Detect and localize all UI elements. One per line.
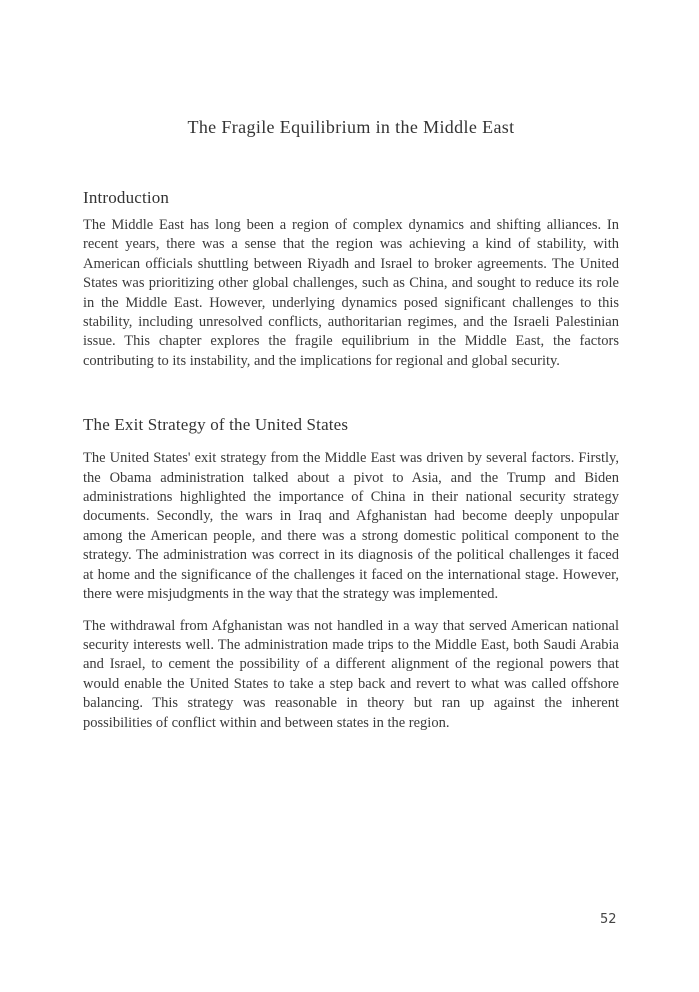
paragraph-exit-strategy-2: The withdrawal from Afghanistan was not handled in a way that served American national security interests well. The administration made trips to the Middle East, both Saudi Arabia and Israel, to cement the possibility of a different alignment of the regional powers that would enable the United States to take a step back and revert to what was called offshore balancing. This strategy was reasonable in theory but ran up against the inherent possibilities of conflict within and between states in the region. [83,617,619,731]
section-heading-exit-strategy: The Exit Strategy of the United States [83,415,349,435]
paragraph-exit-strategy-1: The United States' exit strategy from the Middle East was driven by several factors. Firstly, the Obama administration talked about a pivot to Asia, and the Trump and Biden administrations highlighted the importance of China in their national security strategy documents. Secondly, the wars in Iraq and Afghanistan had become deeply unpopular among the American people, and there was a strong domestic political component to the strategy. The administration was correct in its diagnosis of the political challenges it faced at home and the significance of the challenges it faced on the international stage. However, there were misjudgments in the way that the strategy was implemented. [83,450,619,603]
section-exit-strategy [83,413,619,733]
page-number: 52 [600,912,617,927]
section-introduction [83,186,619,371]
section-heading-introduction: Introduction [83,188,170,207]
paragraph-introduction-1: The Middle East has long been a region of complex dynamics and shifting alliances. In recent years, there was a sense that the region was achieving a kind of stability, with American officials shuttling between Riyadh and Israel to broker agreements. The United States was prioritizing other global challenges, such as China, and sought to reduce its role in the Middle East. However, underlying dynamics posed significant challenges to this stability, including unresolved conflicts, authoritarian regimes, and the Israeli Palestinian issue. This chapter explores the fragile equilibrium in the Middle East, the factors contributing to its instability, and the implications for regional and global security. [83,217,619,369]
chapter-title: The Fragile Equilibrium in the Middle East [187,117,515,137]
